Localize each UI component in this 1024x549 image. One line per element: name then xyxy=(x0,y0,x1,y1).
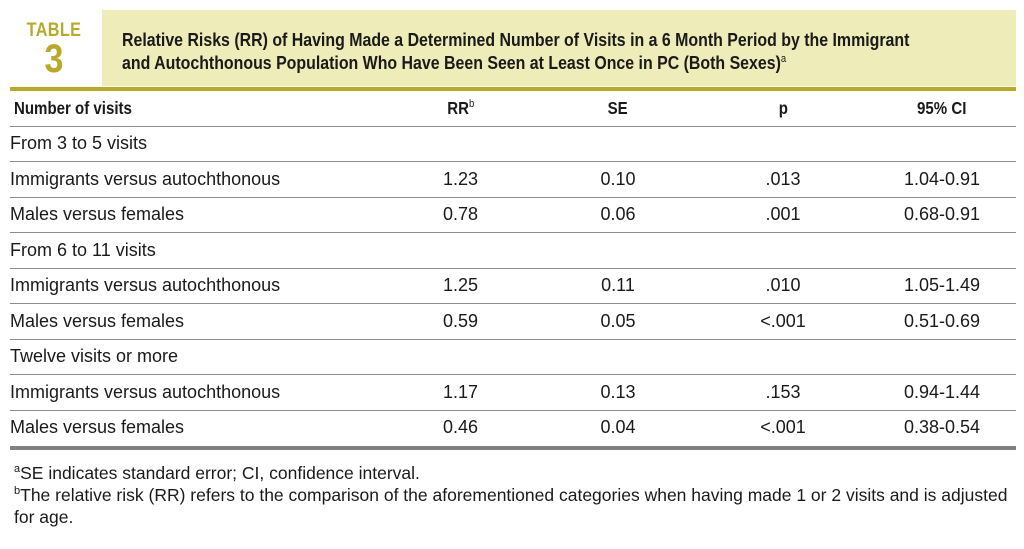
cell-se: 0.05 xyxy=(538,304,698,340)
footnote-mark: a xyxy=(14,463,21,476)
group-row xyxy=(10,233,1016,269)
column-header-p: p xyxy=(698,91,868,126)
footnote-text: The relative risk (RR) refers to the comparison of the aforementioned categories when having made 1 or 2 visits and is adjusted for age. xyxy=(14,485,1008,527)
group-row xyxy=(10,339,1016,375)
table-label xyxy=(10,10,98,86)
table-title-line1: Relative Risks (RR) of Having Made a Determined Number of Visits in a 6 Month Period by the Immigrant xyxy=(122,29,910,50)
cell-se: 0.10 xyxy=(538,162,698,198)
row-label: Males versus females xyxy=(10,197,383,233)
cell-p: .153 xyxy=(698,375,868,411)
table-title-box xyxy=(102,10,1016,86)
cell-rr: 0.59 xyxy=(383,304,538,340)
table-row xyxy=(10,304,1016,340)
table-header xyxy=(10,10,1016,86)
column-header-row xyxy=(10,91,1016,126)
table-row xyxy=(10,410,1016,445)
column-header-se: SE xyxy=(538,91,698,126)
cell-se: 0.04 xyxy=(538,410,698,445)
table-title-line2: and Autochthonous Population Who Have Been Seen at Least Once in PC (Both Sexes) xyxy=(122,52,781,73)
row-label: Immigrants versus autochthonous xyxy=(10,375,383,411)
table-row xyxy=(10,268,1016,304)
row-label: Males versus females xyxy=(10,410,383,445)
column-header-rr: $RR^b$ xyxy=(383,91,538,126)
cell-ci: 0.68-0.91 xyxy=(868,197,1016,233)
cell-ci: 1.05-1.49 xyxy=(868,268,1016,304)
rr-footnote-mark: b xyxy=(468,97,475,110)
cell-rr: 1.25 xyxy=(383,268,538,304)
footnote-text: SE indicates standard error; CI, confidence interval. xyxy=(20,463,420,483)
cell-ci: 1.04-0.91 xyxy=(868,162,1016,198)
table-label-number: 3 xyxy=(44,37,64,81)
cell-rr: 1.17 xyxy=(383,375,538,411)
table-title xyxy=(122,28,910,74)
cell-ci: 0.38-0.54 xyxy=(868,410,1016,445)
footnote-a xyxy=(14,462,1014,484)
table-row xyxy=(10,375,1016,411)
row-label: Immigrants versus autochthonous xyxy=(10,268,383,304)
column-header-label: Number of visits xyxy=(10,91,383,126)
cell-ci: 0.51-0.69 xyxy=(868,304,1016,340)
cell-p: <.001 xyxy=(698,410,868,445)
cell-rr: 0.78 xyxy=(383,197,538,233)
cell-ci: 0.94-1.44 xyxy=(868,375,1016,411)
cell-se: 0.06 xyxy=(538,197,698,233)
cell-p: .010 xyxy=(698,268,868,304)
group-row xyxy=(10,126,1016,162)
group-label: Twelve visits or more xyxy=(10,339,1016,375)
data-table xyxy=(10,91,1016,445)
table-row xyxy=(10,162,1016,198)
cell-rr: 1.23 xyxy=(383,162,538,198)
table-row xyxy=(10,197,1016,233)
cell-se: 0.13 xyxy=(538,375,698,411)
cell-se: 0.11 xyxy=(538,268,698,304)
cell-rr: 0.46 xyxy=(383,410,538,445)
bottom-rule xyxy=(10,446,1016,450)
column-header-ci: 95% CI xyxy=(868,91,1016,126)
table-label-word: TABLE xyxy=(26,20,82,41)
cell-p: <.001 xyxy=(698,304,868,340)
row-label: Immigrants versus autochthonous xyxy=(10,162,383,198)
cell-p: .013 xyxy=(698,162,868,198)
cell-p: .001 xyxy=(698,197,868,233)
footnote-b xyxy=(14,484,1014,528)
footnotes xyxy=(14,462,1014,528)
group-label: From 3 to 5 visits xyxy=(10,126,1016,162)
title-footnote-mark: a xyxy=(780,52,787,65)
footnote-mark: b xyxy=(14,485,21,498)
group-label: From 6 to 11 visits xyxy=(10,233,1016,269)
row-label: Males versus females xyxy=(10,304,383,340)
